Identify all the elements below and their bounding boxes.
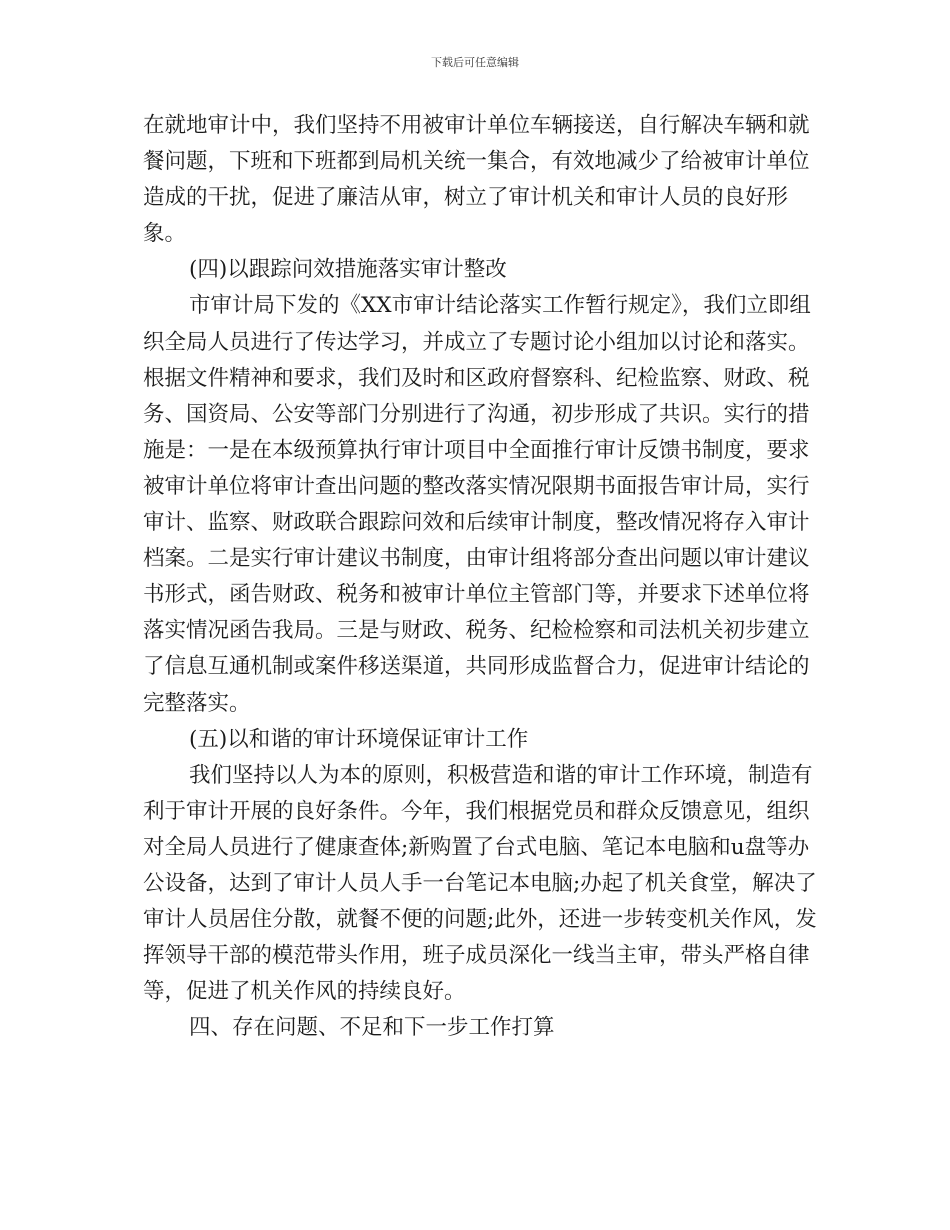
document-body xyxy=(143,108,825,1046)
section-heading-4: (四)以跟踪问效措施落实审计整改 xyxy=(189,257,507,283)
page-header: 下载后可任意编辑 xyxy=(431,56,519,69)
paragraph-environment: 我们坚持以人为本的原则，积极营造和谐的审计工作环境，制造有利于审计开展的良好条件。今年，我们根据党员和群众反馈意见，组织对全局人员进行了健康查体;新购置了台式电脑、笔记本电脑和u盘等办公设备，达到了审计人员人手一台笔记本电脑;办起了机关食堂，解决了审计人员居住分散，就餐不便的问题;此外，还进一步转变机关作风，发挥领导干部的模范带头作用，班子成员深化一线当主审，带头严格自律等，促进了机关作风的持续良好。 xyxy=(143,762,817,1005)
paragraph-rectification: 市审计局下发的《XX市审计结论落实工作暂行规定》，我们立即组织全局人员进行了传达学习，并成立了专题讨论小组加以讨论和落实。根据文件精神和要求，我们及时和区政府督察科、纪检监察、财政、税务、国资局、公安等部门分别进行了沟通，初步形成了共识。实行的措施是：一是在本级预算执行审计项目中全面推行审计反馈书制度，要求被审计单位将审计查出问题的整改落实情况限期书面报告审计局，实行审计、监察、财政联合跟踪问效和后续审计制度，整改情况将存入审计档案。二是实行审计建议书制度，由审计组将部分查出问题以审计建议书形式，函告财政、税务和被审计单位主管部门等，并要求下述单位将落实情况函告我局。三是与财政、税务、纪检检察和司法机关初步建立了信息互通机制或案件移送渠道，共同形成监督合力，促进审计结论的完整落实。 xyxy=(143,293,811,716)
paragraph-onsite-audit: 在就地审计中，我们坚持不用被审计单位车辆接送，自行解决车辆和就餐问题，下班和下班都到局机关统一集合，有效地减少了给被审计单位造成的干扰，促进了廉洁从审，树立了审计机关和审计人员的良好形象。 xyxy=(143,113,810,247)
section-heading-5: (五)以和谐的审计环境保证审计工作 xyxy=(189,726,529,752)
section-heading-problems: 四、存在问题、不足和下一步工作打算 xyxy=(189,1015,555,1041)
